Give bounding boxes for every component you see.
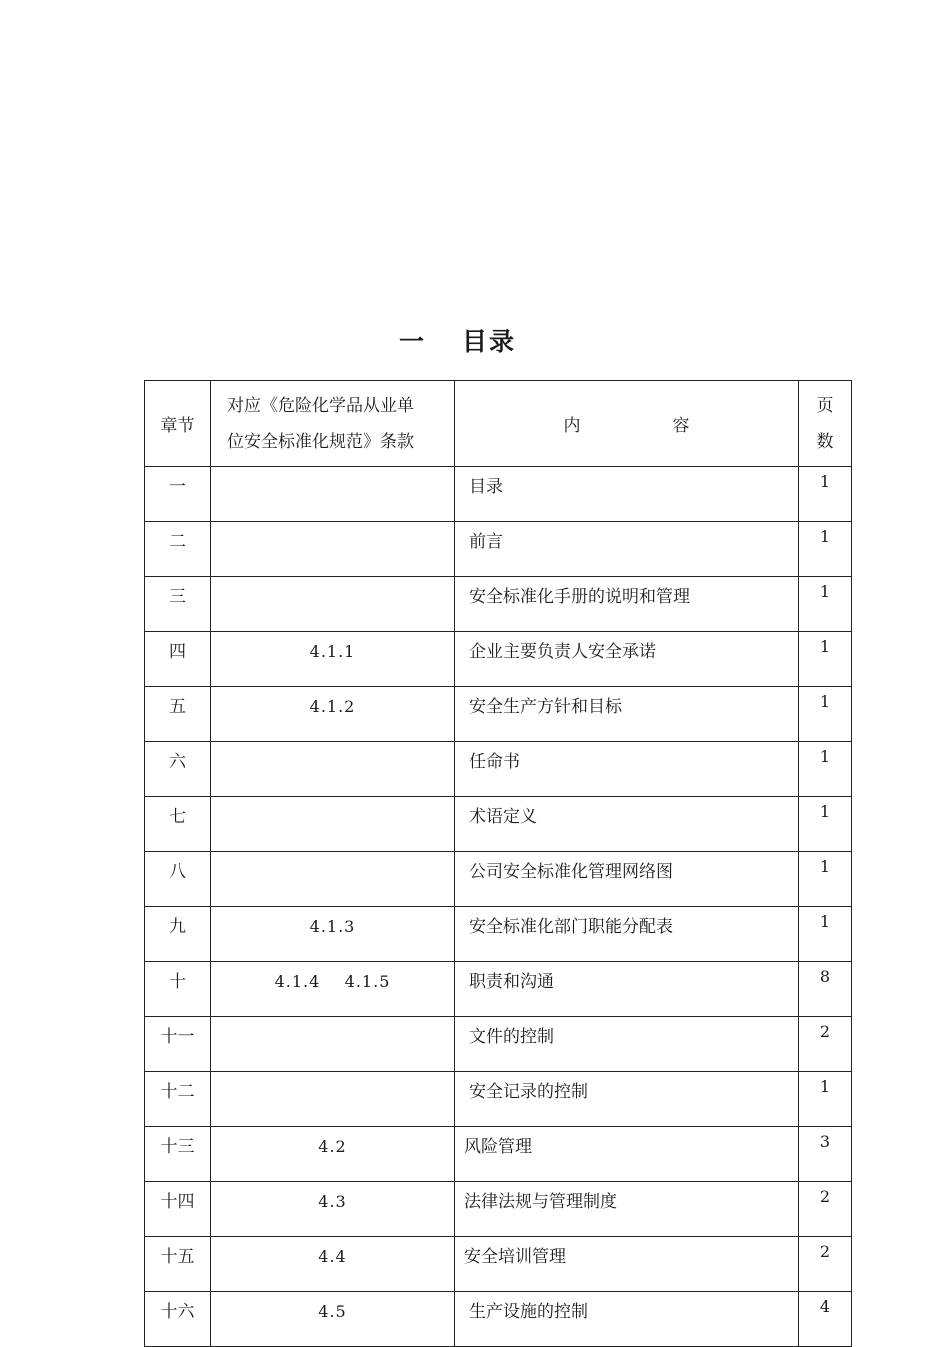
table-row [145, 1127, 852, 1182]
header-clause [211, 381, 455, 467]
page-title [0, 322, 915, 358]
content-cell: 企业主要负责人安全承诺 [455, 632, 799, 687]
table-row [145, 852, 852, 907]
clause-cell: 4.2 [211, 1127, 455, 1182]
clause-cell: 4.1.4 4.1.5 [211, 962, 455, 1017]
header-clause-line2: 位安全标准化规范》条款 [227, 431, 414, 452]
page-cell: 2 [799, 1237, 852, 1292]
chapter-cell: 六 [145, 742, 211, 797]
clause-cell [211, 522, 455, 577]
header-content-right: 容 [672, 416, 690, 436]
clause-cell [211, 797, 455, 852]
page-cell: 8 [799, 962, 852, 1017]
content-cell: 生产设施的控制 [455, 1292, 799, 1347]
table-row [145, 1072, 852, 1127]
content-cell: 任命书 [455, 742, 799, 797]
clause-cell [211, 852, 455, 907]
table-row [145, 1182, 852, 1237]
header-pages-top: 页 [816, 395, 834, 416]
page-cell: 2 [799, 1182, 852, 1237]
table-row [145, 467, 852, 522]
title-text: 目录 [462, 327, 517, 356]
table-row [145, 962, 852, 1017]
chapter-cell: 八 [145, 852, 211, 907]
chapter-cell: 三 [145, 577, 211, 632]
clause-cell [211, 577, 455, 632]
clause-cell: 4.1.3 [211, 907, 455, 962]
table-row [145, 1292, 852, 1347]
header-pages-bottom: 数 [816, 431, 834, 452]
chapter-cell: 十二 [145, 1072, 211, 1127]
clause-cell [211, 1017, 455, 1072]
clause-cell: 4.5 [211, 1292, 455, 1347]
table-header-row [145, 381, 852, 467]
clause-cell: 4.1.1 [211, 632, 455, 687]
page-cell: 3 [799, 1127, 852, 1182]
clause-cell: 4.3 [211, 1182, 455, 1237]
title-number: 一 [398, 327, 426, 356]
chapter-cell: 十一 [145, 1017, 211, 1072]
table-row [145, 1017, 852, 1072]
chapter-cell: 十六 [145, 1292, 211, 1347]
table-row [145, 687, 852, 742]
clause-cell [211, 467, 455, 522]
chapter-cell: 十三 [145, 1127, 211, 1182]
clause-cell [211, 742, 455, 797]
content-cell: 风险管理 [455, 1127, 799, 1182]
header-content [455, 381, 799, 467]
toc-table [144, 380, 852, 1347]
chapter-cell: 九 [145, 907, 211, 962]
content-cell: 职责和沟通 [455, 962, 799, 1017]
content-cell: 文件的控制 [455, 1017, 799, 1072]
page-cell: 1 [799, 632, 852, 687]
page-cell: 4 [799, 1292, 852, 1347]
table-row [145, 1237, 852, 1292]
content-cell: 安全生产方针和目标 [455, 687, 799, 742]
content-cell: 安全标准化手册的说明和管理 [455, 577, 799, 632]
header-clause-line1: 对应《危险化学品从业单 [227, 395, 414, 416]
content-cell: 安全培训管理 [455, 1237, 799, 1292]
chapter-cell: 十五 [145, 1237, 211, 1292]
clause-cell: 4.1.2 [211, 687, 455, 742]
content-cell: 公司安全标准化管理网络图 [455, 852, 799, 907]
page-cell: 1 [799, 577, 852, 632]
chapter-cell: 十四 [145, 1182, 211, 1237]
clause-cell: 4.4 [211, 1237, 455, 1292]
chapter-cell: 四 [145, 632, 211, 687]
table-row [145, 577, 852, 632]
page-cell: 1 [799, 797, 852, 852]
page-cell: 1 [799, 467, 852, 522]
table-row [145, 742, 852, 797]
content-cell: 目录 [455, 467, 799, 522]
page-cell: 2 [799, 1017, 852, 1072]
page-cell: 1 [799, 522, 852, 577]
chapter-cell: 七 [145, 797, 211, 852]
page-cell: 1 [799, 742, 852, 797]
table-row [145, 632, 852, 687]
page-cell: 1 [799, 852, 852, 907]
chapter-cell: 十 [145, 962, 211, 1017]
chapter-cell: 二 [145, 522, 211, 577]
page-cell: 1 [799, 1072, 852, 1127]
header-chapter: 章节 [145, 381, 211, 467]
table-row [145, 797, 852, 852]
table-row [145, 907, 852, 962]
chapter-cell: 一 [145, 467, 211, 522]
page-cell: 1 [799, 907, 852, 962]
table-row [145, 522, 852, 577]
chapter-cell: 五 [145, 687, 211, 742]
content-cell: 术语定义 [455, 797, 799, 852]
header-content-left: 内 [563, 416, 581, 436]
content-cell: 安全标准化部门职能分配表 [455, 907, 799, 962]
content-cell: 安全记录的控制 [455, 1072, 799, 1127]
header-pages [799, 381, 852, 467]
page-cell: 1 [799, 687, 852, 742]
content-cell: 法律法规与管理制度 [455, 1182, 799, 1237]
content-cell: 前言 [455, 522, 799, 577]
clause-cell [211, 1072, 455, 1127]
